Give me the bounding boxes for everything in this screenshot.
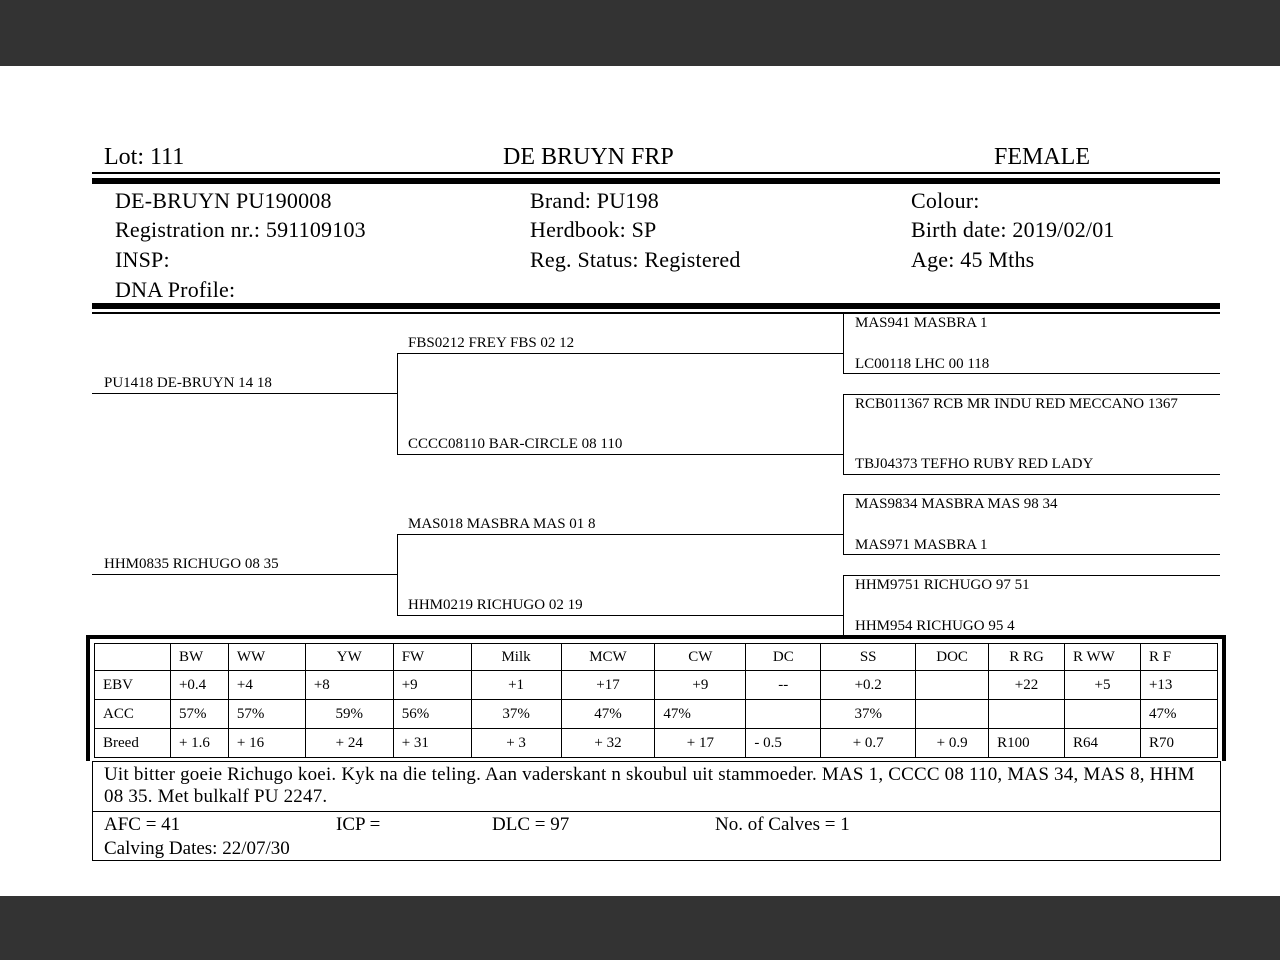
stats-cell [916,700,989,729]
pedigree-ggp-1: MAS941 MASBRA 1 [855,315,988,331]
stats-header-r-ww: R WW [1065,644,1141,671]
dam-sire-line [397,534,843,535]
dlc-value: DLC = 97 [492,814,570,835]
stats-cell: + 0.7 [821,729,916,758]
stats-cell [916,671,989,700]
sire-sire-line [397,353,843,354]
stats-cell: 57% [170,700,228,729]
pedigree-dam: HHM0835 RICHUGO 08 35 [104,556,279,572]
details-rule-thick [92,303,1220,309]
stats-header-bw: BW [170,644,228,671]
sire-dam-line [397,454,843,455]
stats-cell: + 3 [471,729,561,758]
stats-cell: + 0.9 [916,729,989,758]
stats-row-breed [95,729,1218,758]
stats-header-yw: YW [305,644,393,671]
stats-header-mcw: MCW [561,644,655,671]
ds-bracket [843,494,844,554]
stats-cell: 47% [1140,700,1217,729]
pedigree-ggp-7: HHM9751 RICHUGO 97 51 [855,577,1030,593]
ggp-line-1 [843,313,1220,314]
stats-header-r-rg: R RG [989,644,1065,671]
stats-cell: Breed [95,729,171,758]
header-rule-thin [92,172,1220,174]
stats-cell: R100 [989,729,1065,758]
stats-cell: +13 [1140,671,1217,700]
stats-row-ebv [95,671,1218,700]
stats-table [94,643,1218,758]
ggp-line-5 [843,494,1220,495]
insp-label: INSP: [115,247,170,272]
sire-line [92,393,397,394]
stats-cell: +17 [561,671,655,700]
ggp-line-3 [843,394,1220,395]
colour: Colour: [911,188,980,213]
stats-cell [1065,700,1141,729]
stats-cell: +0.4 [170,671,228,700]
dam-bracket [397,534,398,615]
stats-cell: 37% [821,700,916,729]
registration-status: Reg. Status: Registered [530,247,741,272]
pedigree-ggp-3: RCB011367 RCB MR INDU RED MECCANO 1367 [855,396,1178,412]
lot-number: Lot: 111 [104,144,185,170]
bottom-dark-bar [0,896,1280,960]
ggp-line-2 [843,373,1220,374]
dam-line [92,574,397,575]
brand: Brand: PU198 [530,188,659,213]
stats-cell: + 1.6 [170,729,228,758]
stats-cell: + 17 [655,729,746,758]
footer-top-rule [93,811,1220,812]
stats-cell: 59% [305,700,393,729]
pedigree-sire-sire: FBS0212 FREY FBS 02 12 [408,335,575,351]
stats-row-acc [95,700,1218,729]
stats-cell: + 24 [305,729,393,758]
ggp-line-4 [843,474,1220,475]
pedigree-ggp-4: TBJ04373 TEFHO RUBY RED LADY [855,456,1094,472]
breeder-name: DE BRUYN FRP [503,144,674,170]
top-dark-bar [0,0,1280,66]
stats-header-blank [95,644,171,671]
icp-value: ICP = [336,814,381,835]
stats-header-ss: SS [821,644,916,671]
herdbook: Herdbook: SP [530,217,657,242]
stats-cell: + 32 [561,729,655,758]
stats-cell: 56% [393,700,471,729]
sd-bracket [843,394,844,474]
stats-cell: + 31 [393,729,471,758]
stats-cell: +8 [305,671,393,700]
stats-header-milk: Milk [471,644,561,671]
stats-cell: +4 [228,671,305,700]
calves-count: No. of Calves = 1 [715,814,850,835]
stats-cell: +5 [1065,671,1141,700]
pedigree-ggp-2: LC00118 LHC 00 118 [855,356,990,372]
pedigree-dam-dam: HHM0219 RICHUGO 02 19 [408,597,583,613]
stats-cell [746,700,821,729]
stats-header-ww: WW [228,644,305,671]
pedigree-sire-dam: CCCC08110 BAR-CIRCLE 08 110 [408,436,623,452]
stats-cell: 47% [655,700,746,729]
stats-cell: R70 [1140,729,1217,758]
pedigree-dam-sire: MAS018 MASBRA MAS 01 8 [408,516,596,532]
comment-text: Uit bitter goeie Richugo koei. Kyk na die teling. Aan vaderskant n skoubul uit stammoeder. MAS 1, CCCC 08 110, MAS 34, MAS 8, HHM 08 35. Met bulkalf PU 2247. [104,764,1195,807]
pedigree-ggp-6: MAS971 MASBRA 1 [855,537,988,553]
ss-bracket [843,313,844,374]
stats-cell: +22 [989,671,1065,700]
stats-cell: + 16 [228,729,305,758]
comment-box [92,761,1221,812]
stats-header-dc: DC [746,644,821,671]
sire-bracket [397,353,398,454]
dna-profile-label: DNA Profile: [115,277,236,302]
animal-name: DE-BRUYN PU190008 [115,188,332,213]
birth-date: Birth date: 2019/02/01 [911,217,1115,242]
stats-cell: +9 [393,671,471,700]
pedigree-ggp-8: HHM954 RICHUGO 95 4 [855,618,1015,634]
footer-box [92,811,1221,861]
afc-value: AFC = 41 [104,814,181,835]
pedigree-sire: PU1418 DE-BRUYN 14 18 [104,375,272,391]
dam-dam-line [397,615,843,616]
stats-header-fw: FW [393,644,471,671]
calving-dates: Calving Dates: 22/07/30 [104,838,290,859]
stats-cell [989,700,1065,729]
header-rule-thick [92,178,1220,184]
dd-bracket [843,575,844,635]
stats-cell: 57% [228,700,305,729]
stats-cell: - 0.5 [746,729,821,758]
animal-sex: FEMALE [994,144,1090,170]
ggp-line-7 [843,575,1220,576]
stats-cell: +0.2 [821,671,916,700]
stats-header-row [95,644,1218,671]
stats-cell: -- [746,671,821,700]
stats-header-cw: CW [655,644,746,671]
pedigree-ggp-5: MAS9834 MASBRA MAS 98 34 [855,496,1058,512]
stats-cell: +1 [471,671,561,700]
stats-cell: 37% [471,700,561,729]
stats-header-r-f: R F [1140,644,1217,671]
registration-number: Registration nr.: 591109103 [115,217,366,242]
stats-cell: EBV [95,671,171,700]
stats-cell: R64 [1065,729,1141,758]
stats-header-doc: DOC [916,644,989,671]
ggp-line-6 [843,554,1220,555]
stats-cell: 47% [561,700,655,729]
stats-cell: ACC [95,700,171,729]
stats-cell: +9 [655,671,746,700]
age: Age: 45 Mths [911,247,1035,272]
